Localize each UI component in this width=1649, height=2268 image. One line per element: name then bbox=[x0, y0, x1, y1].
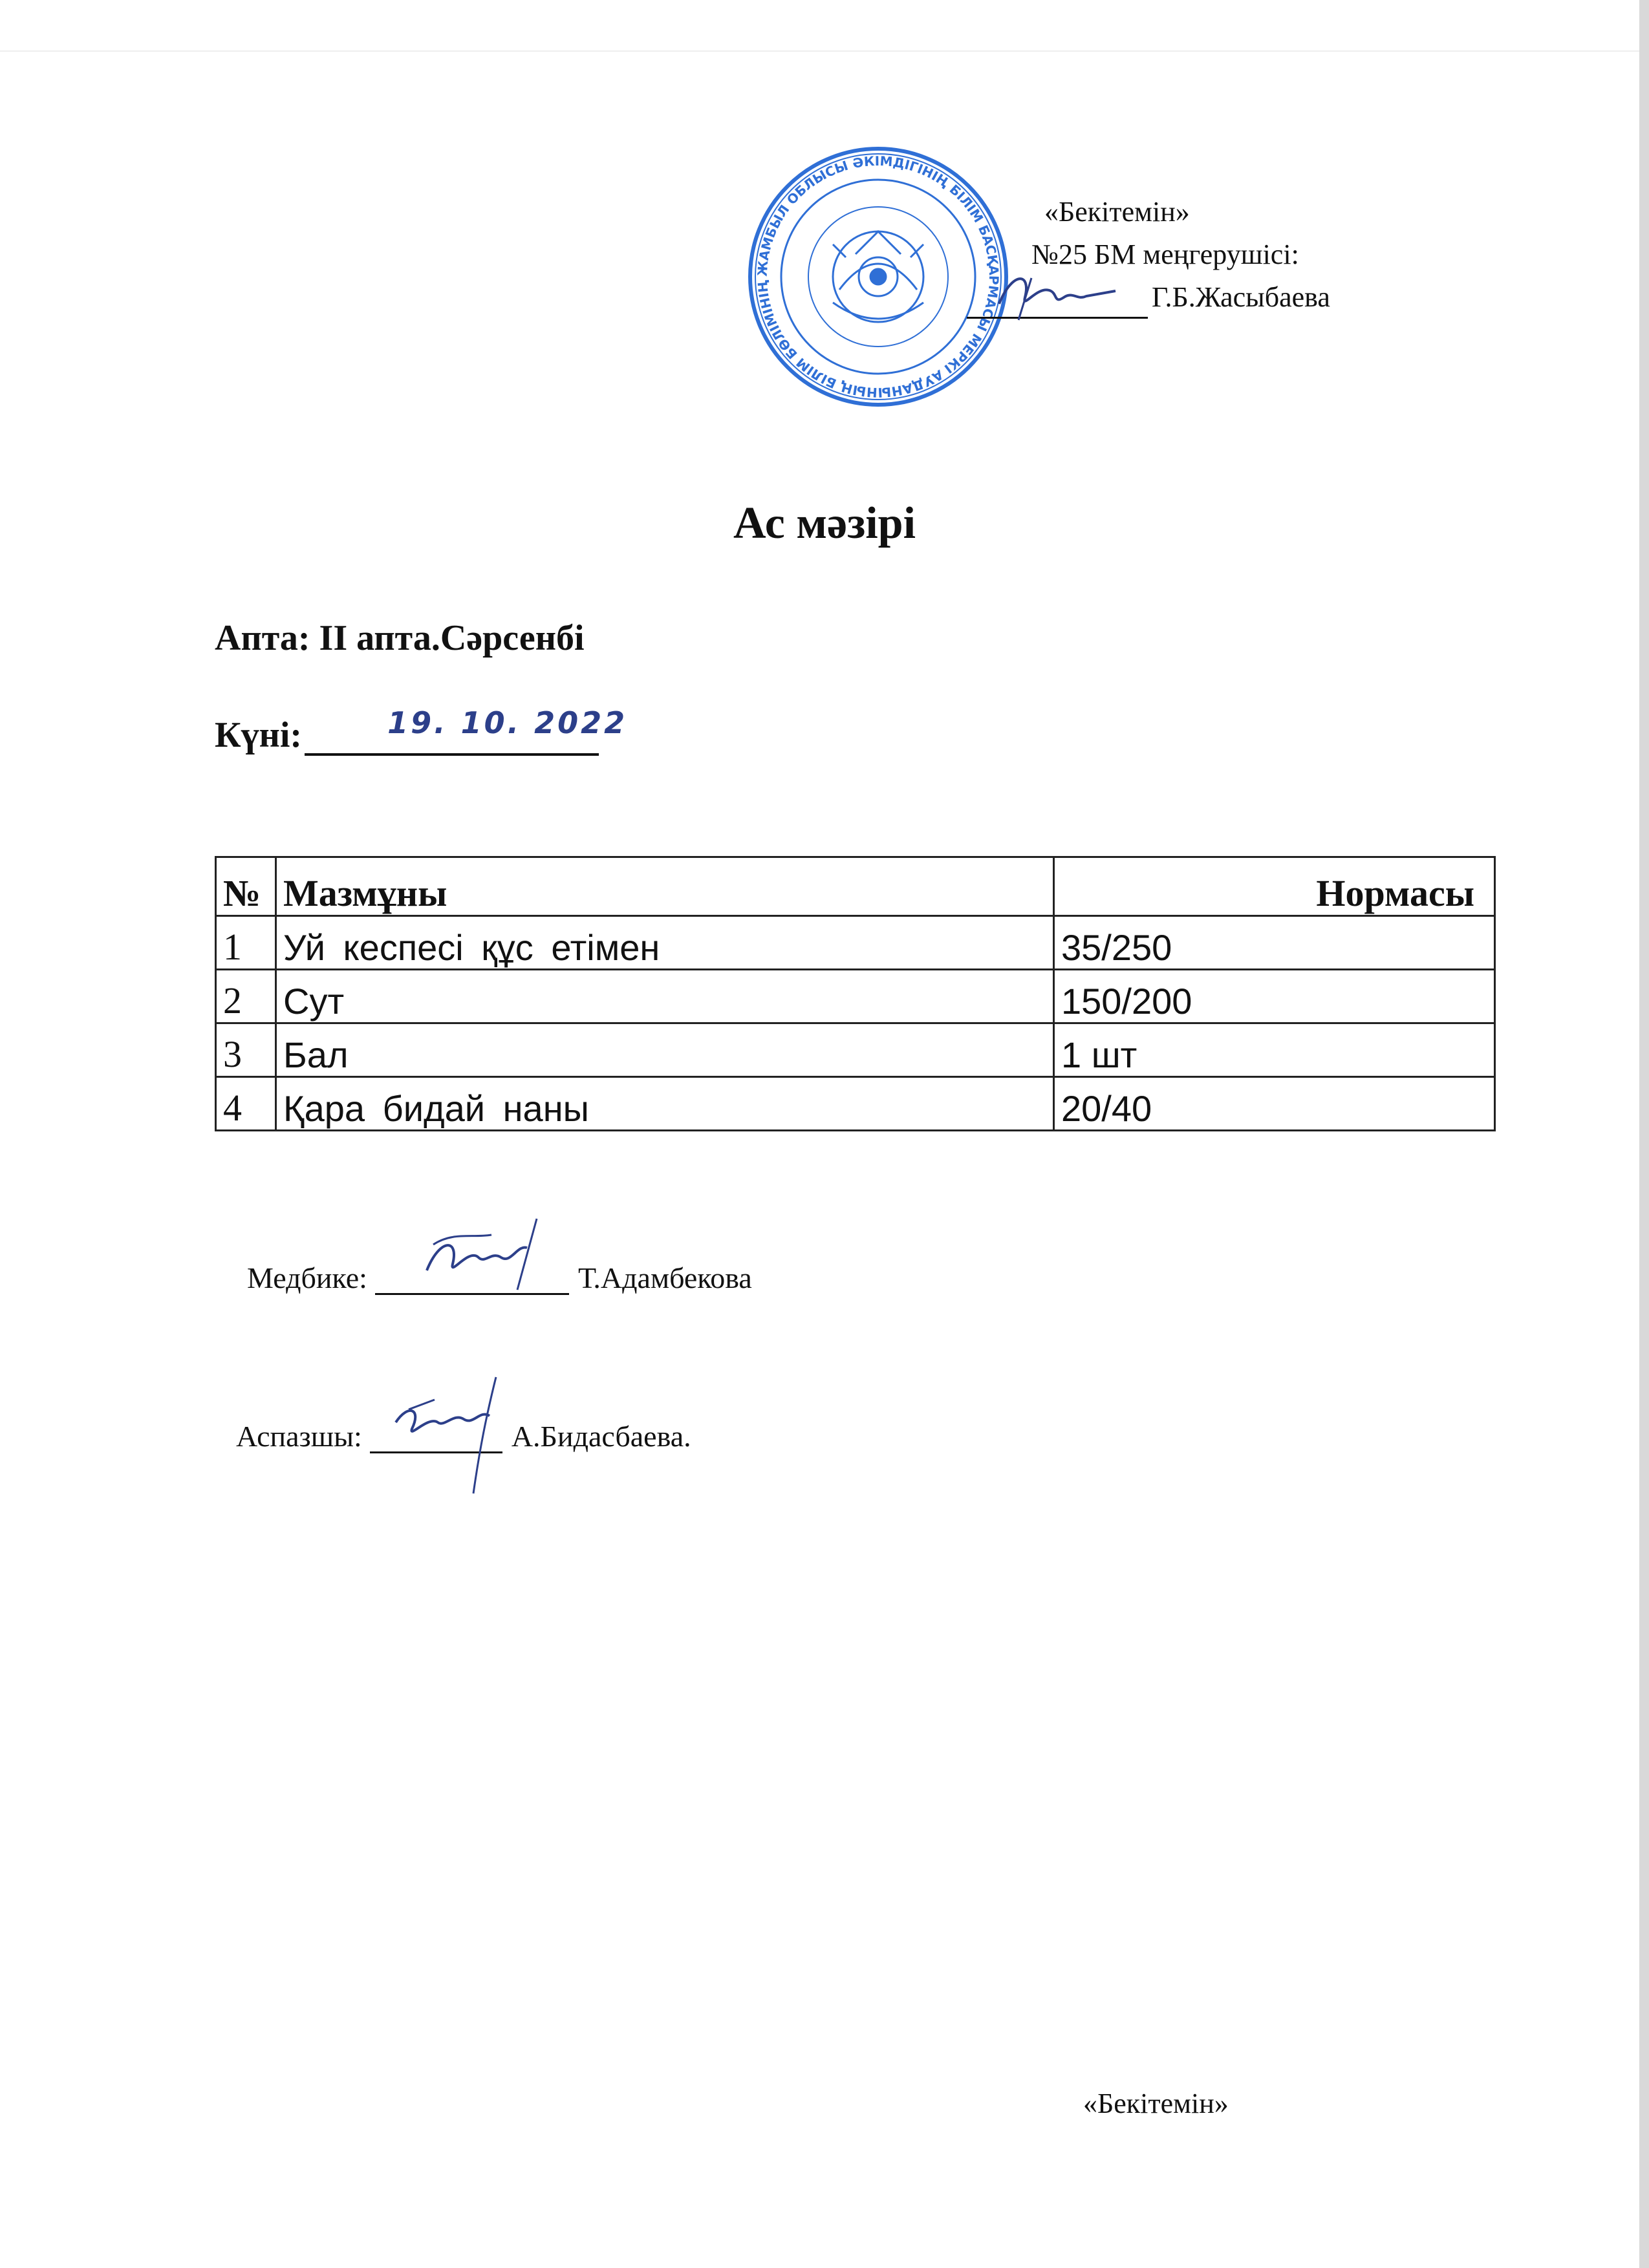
footer-approval-heading: «Бекітемін» bbox=[1083, 2088, 1229, 2119]
row-content: Қара бидай наны bbox=[276, 1077, 1054, 1131]
menu-table bbox=[215, 856, 1496, 1131]
date-label: Күні: bbox=[215, 715, 303, 755]
row-norm: 20/40 bbox=[1054, 1077, 1495, 1131]
cook-label: Аспазшы: bbox=[236, 1420, 362, 1453]
row-norm: 150/200 bbox=[1054, 970, 1495, 1023]
cook-signature-block bbox=[236, 1419, 691, 1453]
header-num: № bbox=[216, 857, 276, 916]
date-row bbox=[215, 705, 628, 756]
stamp-ring-text: ЖАМБЫЛ ОБЛЫСЫ ӘКІМДІГІНІҢ БІЛІМ БАСҚАРМАСЫ МЕРКІ АУДАНЫНЫҢ БІЛІМ БӨЛІМІНІҢ bbox=[754, 153, 1002, 401]
row-content: Бал bbox=[276, 1023, 1054, 1077]
approval-heading: «Бекітемін» bbox=[1044, 196, 1190, 228]
date-line bbox=[305, 705, 628, 756]
nurse-signature-block bbox=[247, 1261, 752, 1295]
row-norm: 35/250 bbox=[1054, 916, 1495, 970]
scan-edge-right bbox=[1639, 0, 1649, 2268]
row-num: 1 bbox=[216, 916, 276, 970]
table-row bbox=[216, 970, 1495, 1023]
row-num: 2 bbox=[216, 970, 276, 1023]
nurse-label: Медбике: bbox=[247, 1261, 367, 1294]
approval-signature-row bbox=[967, 276, 1330, 319]
date-value: 19. 10. 2022 bbox=[387, 705, 628, 740]
cook-signature-line bbox=[370, 1419, 502, 1453]
nurse-signature-line bbox=[375, 1261, 569, 1295]
director-name: Г.Б.Жасыбаева bbox=[1152, 281, 1330, 313]
cook-name: А.Бидасбаева. bbox=[511, 1420, 691, 1453]
row-content: Уй кеспесі құс етімен bbox=[276, 916, 1054, 970]
kazakhstan-emblem-icon bbox=[833, 231, 923, 322]
nurse-name: Т.Адамбекова bbox=[577, 1261, 752, 1294]
table-header-row bbox=[216, 857, 1495, 916]
header-content: Мазмұны bbox=[276, 857, 1054, 916]
week-label: Апта: ІІ апта.Сәрсенбі bbox=[215, 618, 585, 658]
table-row bbox=[216, 916, 1495, 970]
table-row bbox=[216, 1023, 1495, 1077]
table-row bbox=[216, 1077, 1495, 1131]
director-signature-line bbox=[967, 284, 1148, 319]
director-signature-icon bbox=[993, 265, 1122, 323]
page-title: Ас мәзірі bbox=[733, 498, 916, 548]
nurse-signature-icon bbox=[414, 1212, 563, 1296]
row-num: 3 bbox=[216, 1023, 276, 1077]
approval-block bbox=[1031, 191, 1330, 319]
scan-edge-top bbox=[0, 50, 1649, 52]
row-norm: 1 шт bbox=[1054, 1023, 1495, 1077]
approval-position: №25 БМ меңгерушісі: bbox=[1031, 239, 1299, 270]
header-norm: Нормасы bbox=[1054, 857, 1495, 916]
cook-signature-icon bbox=[383, 1364, 525, 1500]
row-num: 4 bbox=[216, 1077, 276, 1131]
row-content: Сут bbox=[276, 970, 1054, 1023]
